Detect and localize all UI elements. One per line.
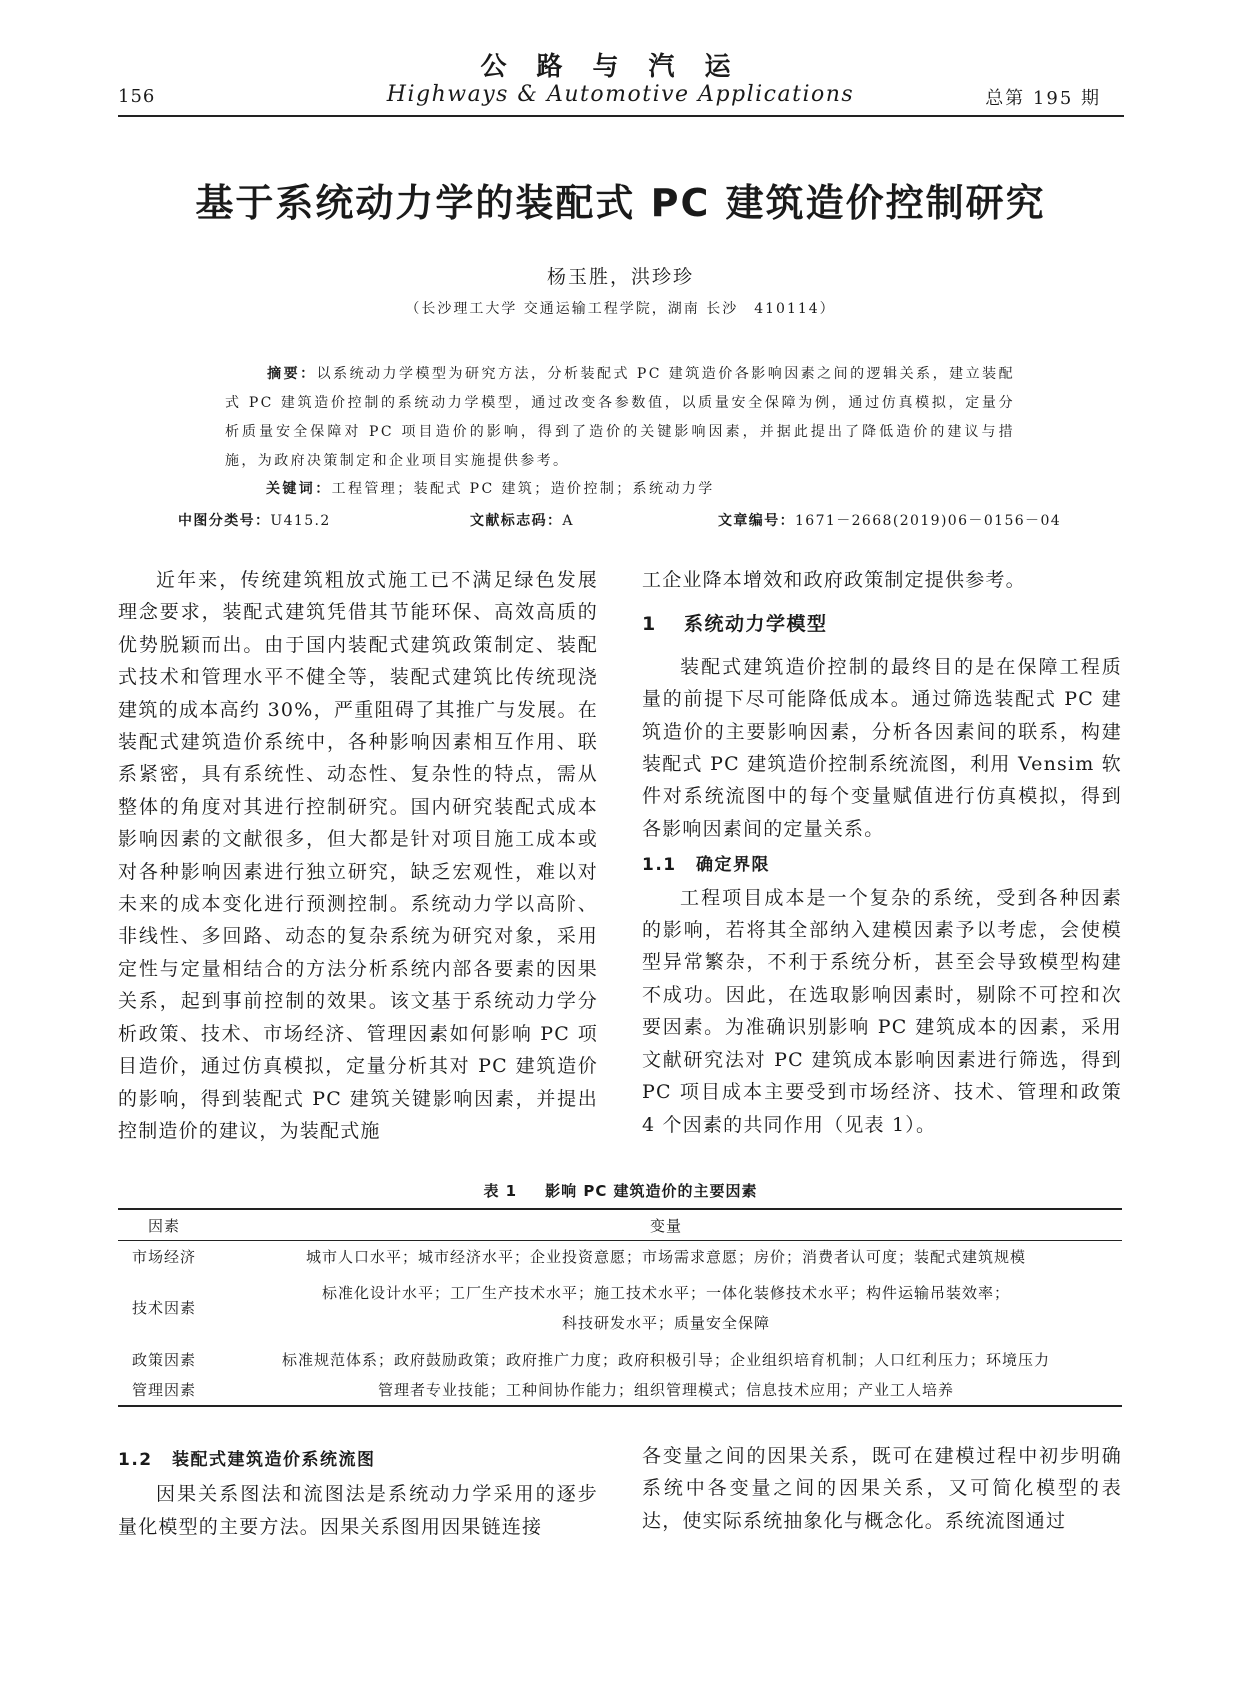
keywords-text: 工程管理；装配式 PC 建筑；造价控制；系统动力学	[331, 481, 715, 497]
right-column	[642, 564, 1122, 1141]
section-1-2-title: 装配式建筑造价系统流图	[172, 1450, 376, 1470]
section-1-2-heading	[118, 1444, 598, 1476]
journal-title-cn: 公路与汽运	[480, 52, 761, 82]
affiliation: （长沙理工大学 交通运输工程学院，湖南 长沙 410114）	[405, 301, 836, 317]
table-cell-variables-line2: 科技研发水平；质量安全保障	[561, 1313, 770, 1332]
keywords-label: 关键词：	[266, 481, 332, 497]
table-cell-factor: 管理因素	[118, 1375, 210, 1406]
section-1-1-title: 确定界限	[696, 855, 770, 876]
table-row	[118, 1344, 1122, 1375]
issue-number: 总第 195 期	[985, 88, 1101, 109]
section-1-heading	[642, 608, 1122, 640]
right-column-bottom	[642, 1440, 1122, 1537]
table-cell-factor: 市场经济	[131, 1247, 196, 1266]
header-rule	[118, 115, 1124, 117]
table-cell-factor: 技术因素	[131, 1298, 196, 1317]
article-number	[718, 510, 1061, 530]
intro-paragraph: 近年来，传统建筑粗放式施工已不满足绿色发展理念要求，装配式建筑凭借其节能环保、高效高质的优势脱颖而出。由于国内装配式建筑政策制定、装配式技术和管理水平不健全等，装配式建筑比传统现浇建筑的成本高约 30%，严重阻碍了其推广与发展。在装配式建筑造价系统中，各种影响因素相互作用、联系紧密，具有系统性、动态性、复杂性的特点，需从整体的角度对其进行控制研究。国内研究装配式成本影响因素的文献很多，但大都是针对项目施工成本或对各种影响因素进行独立研究，缺乏宏观性，难以对未来的成本变化进行预测控制。系统动力学以高阶、非线性、多回路、动态的复杂系统为研究对象，采用定性与定量相结合的方法分析系统内部各要素的因果关系，起到事前控制的效果。该文基于系统动力学分析政策、技术、市场经济、管理因素如何影响 PC 项目造价，通过仿真模拟，定量分析其对 PC 建筑造价的影响，得到装配式 PC 建筑关键影响因素，并提出控制造价的建议，为装配式施	[118, 569, 598, 1142]
article-no-value: 1671－2668(2019)06－0156－04	[795, 513, 1062, 529]
paper-title: 基于系统动力学的装配式 PC 建筑造价控制研究	[195, 181, 1046, 225]
table-caption	[0, 1180, 1241, 1201]
clc-label: 中图分类号：	[178, 513, 271, 529]
abstract-text: 以系统动力学模型为研究方法，分析装配式 PC 建筑造价各影响因素之间的逻辑关系，建立装配式 PC 建筑造价控制的系统动力学模型，通过改变各参数值，以质量安全保障为例，通过仿真模拟，定量分析质量安全保障对 PC 项目造价的影响，得到了造价的关键影响因素，并据此提出了降低造价的建议与措施，为政府决策制定和企业项目实施提供参考。	[225, 366, 1015, 469]
document-code	[470, 510, 574, 530]
abstract-label: 摘要：	[267, 366, 317, 382]
table-header-factor: 因素	[118, 1209, 210, 1241]
doc-code-value: A	[562, 513, 574, 529]
table-caption-title: 影响 PC 建筑造价的主要因素	[545, 1182, 758, 1200]
table-row	[118, 1375, 1122, 1406]
section-1-2-number: 1.2	[118, 1450, 153, 1470]
section-1-1-paragraph: 工程项目成本是一个复杂的系统，受到各种因素的影响，若将其全部纳入建模因素予以考虑，会使模型异常繁杂，不利于系统分析，甚至会导致模型构建不成功。因此，在选取影响因素时，剔除不可控和次要因素。为准确识别影响 PC 建筑成本的因素，采用文献研究法对 PC 建筑成本影响因素进行筛选，得到 PC 项目成本主要受到市场经济、技术、管理和政策 4 个因素的共同作用（见表 1）。	[642, 886, 1122, 1136]
table-cell-variables: 城市人口水平；城市经济水平；企业投资意愿；市场需求意愿；房价；消费者认可度；装配式建筑规模	[305, 1247, 1026, 1266]
section-1-paragraph: 装配式建筑造价控制的最终目的是在保障工程质量的前提下尽可能降低成本。通过筛选装配式 PC 建筑造价的主要影响因素，分析各因素间的联系，构建装配式 PC 建筑造价控制系统流图，利用 Vensim 软件对系统流图中的每个变量赋值进行仿真模拟，得到各影响因素间的定量关系。	[642, 655, 1122, 840]
abstract	[225, 360, 1015, 476]
factors-table	[118, 1208, 1122, 1407]
table-row	[118, 1272, 1122, 1344]
section-1-title: 系统动力学模型	[684, 613, 828, 636]
doc-code-label: 文献标志码：	[470, 513, 563, 529]
section-1-number: 1	[642, 613, 657, 636]
table-cell-factor: 政策因素	[131, 1350, 196, 1369]
journal-title-en: Highways & Automotive Applications	[386, 82, 855, 107]
section-1-2-continued: 各变量之间的因果关系，既可在建模过程中初步明确系统中各变量之间的因果关系，又可简化模型的表达，使实际系统抽象化与概念化。系统流图通过	[642, 1445, 1122, 1532]
table-cell-variables: 标准规范体系；政府鼓励政策；政府推广力度；政府积极引导；企业组织培育机制；人口红利压力；环境压力	[281, 1350, 1050, 1369]
table-row	[118, 1241, 1122, 1272]
table-cell-variables-line1: 标准化设计水平；工厂生产技术水平；施工技术水平；一体化装修技术水平；构件运输吊装效率；	[321, 1283, 1010, 1302]
clc-number	[178, 510, 331, 530]
page-number: 156	[118, 86, 156, 107]
authors: 杨玉胜，洪珍珍	[546, 266, 694, 288]
keywords	[266, 478, 715, 498]
left-column-bottom	[118, 1444, 598, 1543]
section-1-1-heading	[642, 849, 1122, 881]
intro-continued: 工企业降本增效和政府政策制定提供参考。	[642, 569, 1026, 591]
left-column	[118, 564, 598, 1147]
article-no-label: 文章编号：	[718, 513, 795, 529]
table-cell-variables	[210, 1272, 1122, 1344]
table-caption-number: 表 1	[483, 1182, 518, 1200]
table-cell-variables: 管理者专业技能；工种间协作能力；组织管理模式；信息技术应用；产业工人培养	[210, 1375, 1122, 1406]
table-header-variables: 变量	[210, 1209, 1122, 1241]
clc-value: U415.2	[270, 513, 331, 529]
table-header-row	[118, 1209, 1122, 1241]
section-1-2-paragraph: 因果关系图法和流图法是系统动力学采用的逐步量化模型的主要方法。因果关系图用因果链连接	[118, 1483, 598, 1538]
section-1-1-number: 1.1	[642, 855, 677, 876]
